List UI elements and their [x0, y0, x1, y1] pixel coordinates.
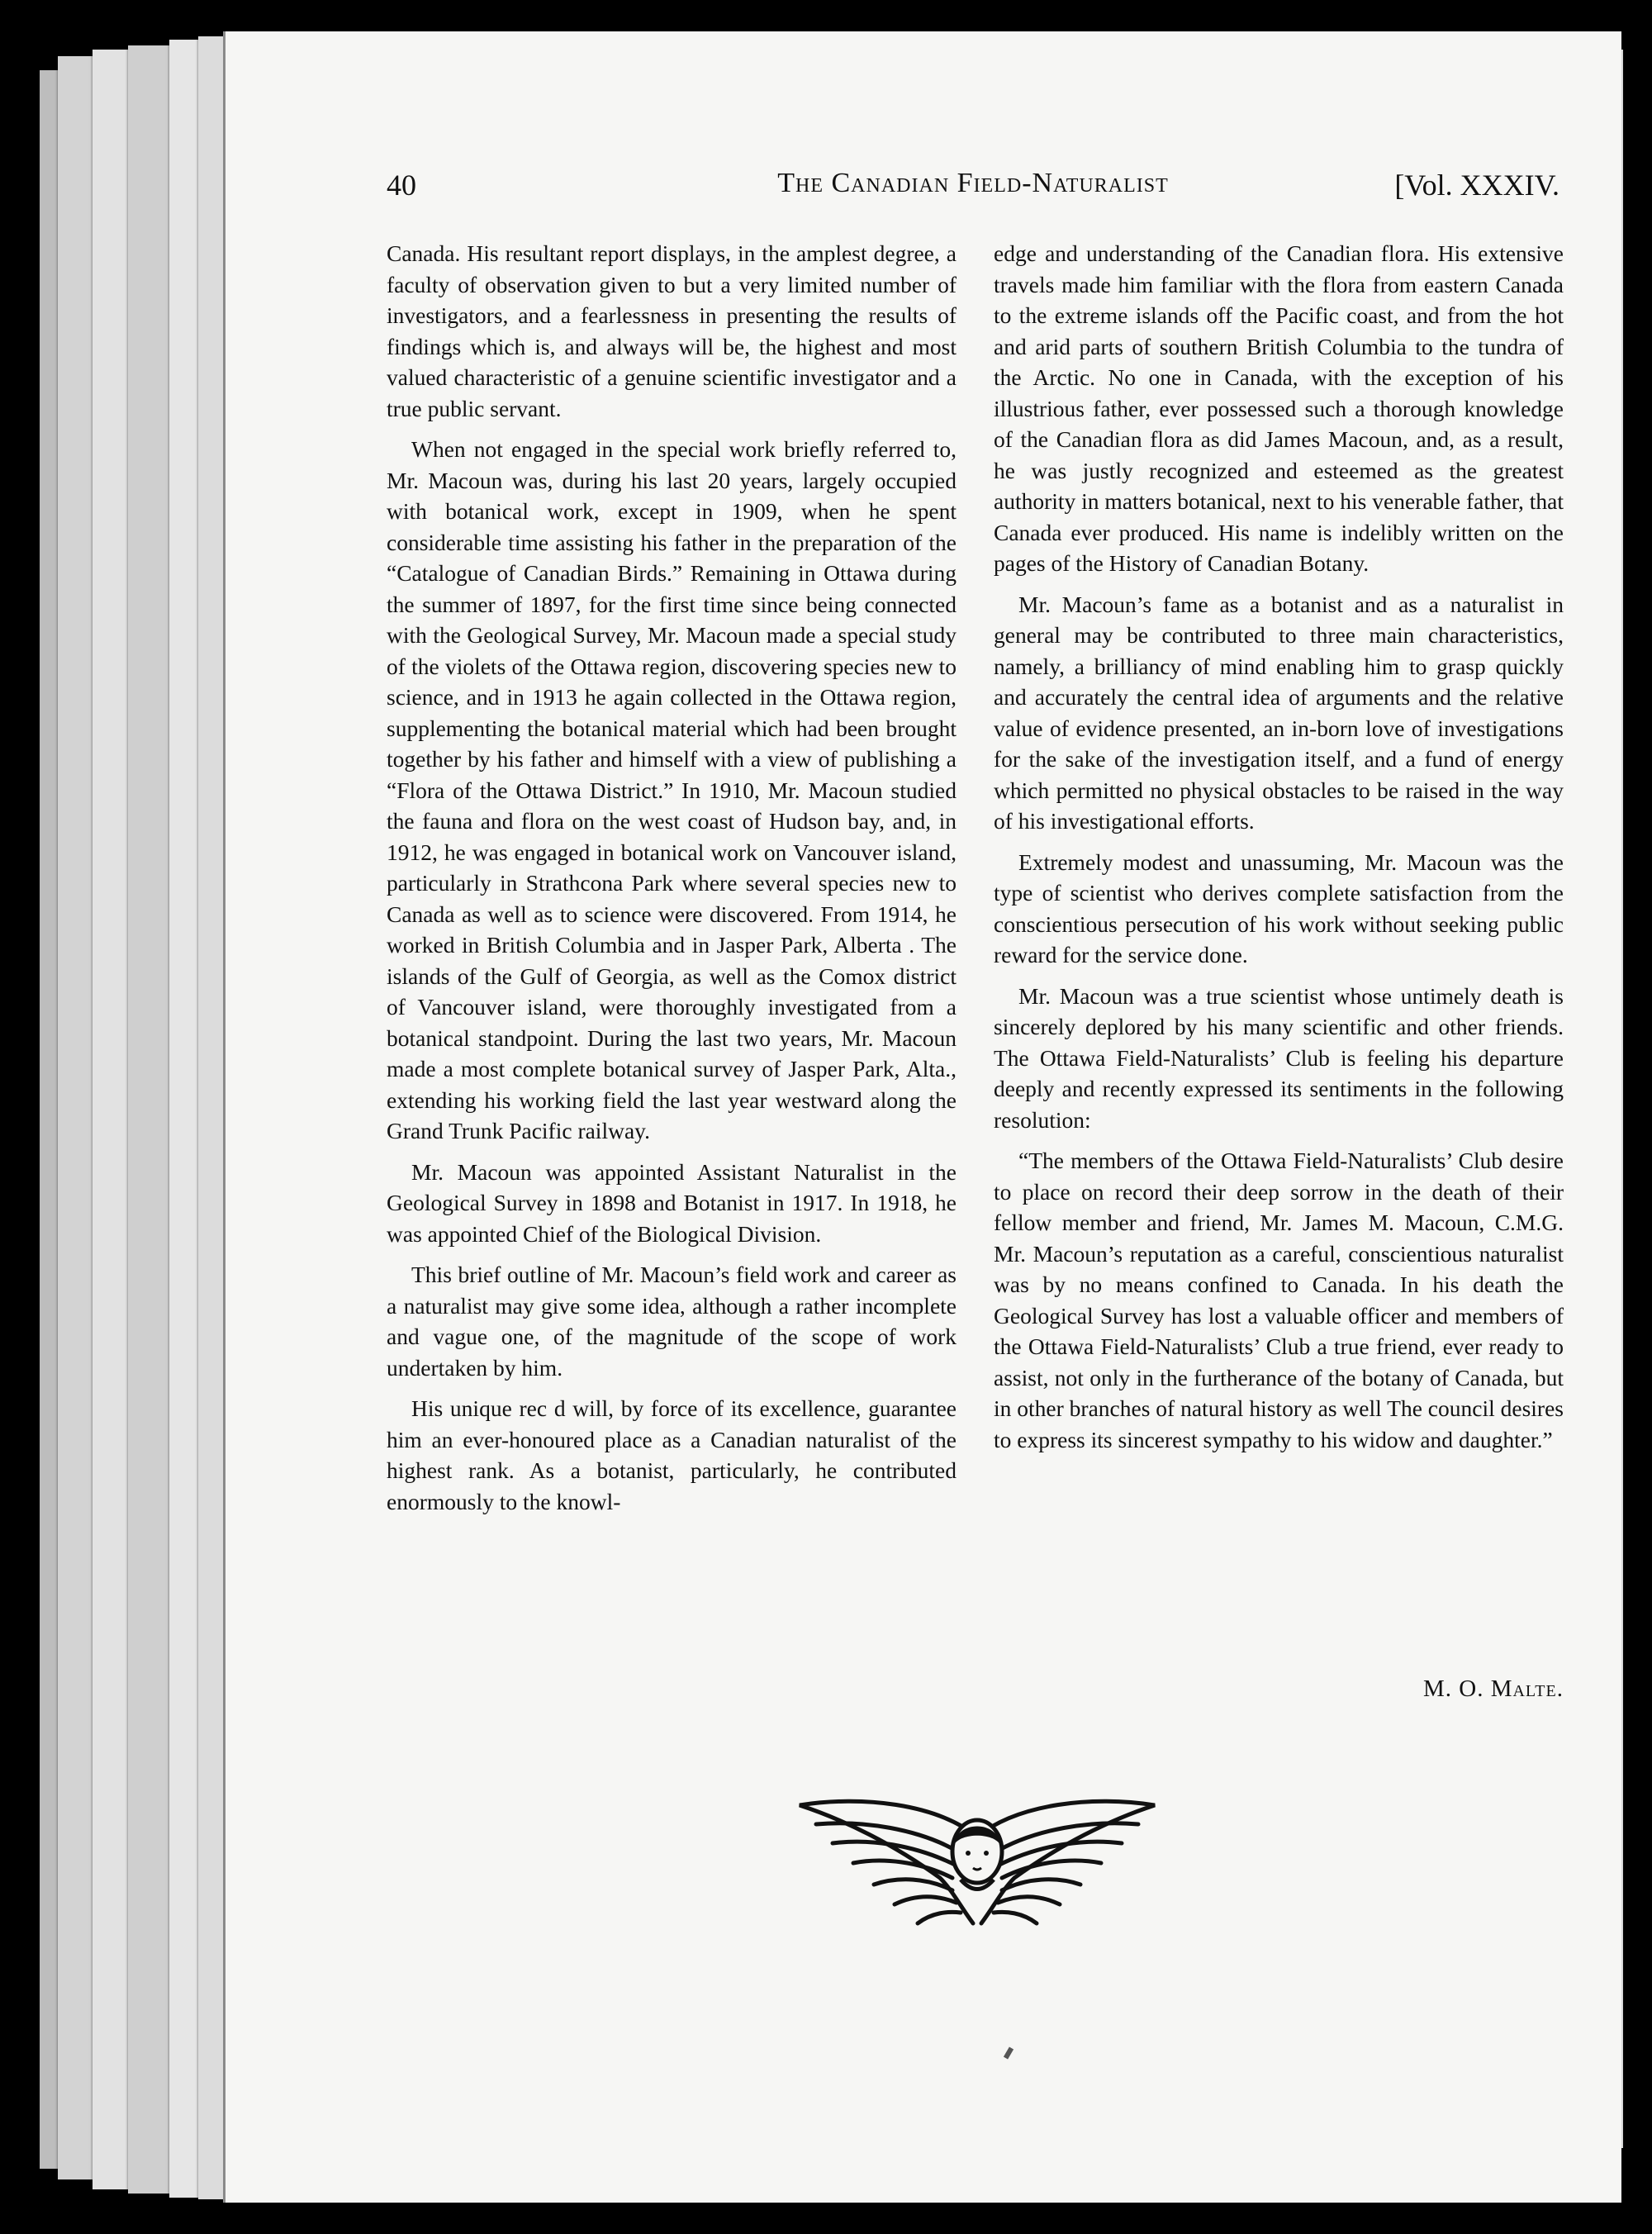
- left-column: [387, 238, 957, 1527]
- paragraph: Mr. Macoun was a true scientist whose untimely death is sincerely deplored by his many scientific and other friends. The Ottawa Field-Naturalists’ Club is feeling his departure deeply and recently expressed its sentiments in the following resolution:: [994, 982, 1564, 1133]
- right-column: [994, 238, 1564, 1465]
- paragraph: edge and understanding of the Canadian flora. His extensive travels made him familiar with the flora from eastern Canada to the extreme islands off the Pacific coast, and from the hot and arid parts of southern British Columbia to the tundra of the Arctic. No one in Canada, with the exception of his illustrious father, ever possessed such a thorough knowledge of the Canadian flora as did James Macoun, and, as a result, he was justly recognized and esteemed as the greatest authority in matters botanical, next to his venerable father, that Canada ever produced. His name is indelibly written on the pages of the History of Canadian Botany.: [994, 240, 1564, 576]
- volume-label: [Vol. XXXIV.: [1394, 169, 1559, 202]
- paragraph: Extremely modest and unassuming, Mr. Macoun was the type of scientist who derives complete satisfaction from the conscientious persecution of his work without seeking public reward for the service done.: [994, 848, 1564, 967]
- author-signature: M. O. Malte.: [1422, 1676, 1564, 1702]
- page-number: 40: [387, 169, 416, 202]
- paragraph: “The members of the Ottawa Field-Naturalists’ Club desire to place on record their deep sorrow in the death of their fellow member and friend, Mr. James M. Macoun, C.M.G. Mr. Macoun’s reputation as a careful, conscientious naturalist was by no means confined to Canada. In his death the Geological Survey has lost a valuable officer and members of the Ottawa Field-Naturalists’ Club a true friend, ever ready to assist, not only in the furtherance of the botany of Canada, but in other branches of natural history as well The council desires to express its sincerest sympathy to his widow and daughter.”: [994, 1148, 1564, 1452]
- paragraph: This brief outline of Mr. Macoun’s field work and career as a naturalist may give some idea, although a rather incomplete and vague one, of the magnitude of the scope of work undertaken by him.: [387, 1262, 957, 1381]
- winged-head-ornament-icon: [795, 1787, 1159, 1944]
- paragraph: Mr. Macoun’s fame as a botanist and as a naturalist in general may be contributed to three main characteristics, namely, a brilliancy of mind enabling him to grasp quickly and accurately the central idea of arguments and the relative value of evidence presented, an in-born love of investigations for the sake of the investigation itself, and a fund of energy which permitted no physical obstacles to be raised in the way of his investigational efforts.: [994, 591, 1564, 834]
- paragraph: His unique rec d will, by force of its excellence, guarantee him an ever-honoured place as a Canadian naturalist of the highest rank. As a botanist, particularly, he contributed enormously to the knowl-: [387, 1395, 957, 1514]
- paragraph: Canada. His resultant report displays, in the amplest degree, a faculty of observation given to but a very limited number of investigators, and a fearlessness in presenting the results of findings which is, and always will be, the highest and most valued characteristic of a genuine scientific investigator and a true public servant.: [387, 240, 957, 421]
- journal-title: The Canadian Field-Naturalist: [777, 168, 1169, 198]
- paragraph: When not engaged in the special work briefly referred to, Mr. Macoun was, during his last 20 years, largely occupied with botanical work, except in 1909, when he spent considerable time assisting his father in the preparation of the “Catalogue of Canadian Birds.” Remaining in Ottawa during the summer of 1897, for the first time since being connected with the Geological Survey, Mr. Macoun made a special study of the violets of the Ottawa region, discovering species new to science, and in 1913 he again collected in the Ottawa region, supplementing the botanical material which had been brought together by his father and himself with a view of publishing a “Flora of the Ottawa District.” In 1910, Mr. Macoun studied the fauna and flora on the west coast of Hudson bay, and, in 1912, he was engaged in botanical work on Vancouver island, particularly in Strathcona Park where several species new to Canada as well as to science were discovered. From 1914, he worked in British Columbia and in Jasper Park, Alberta . The islands of the Gulf of Georgia, as well as the Comox district of Vancouver island, were thoroughly investigated from a botanical standpoint. During the last two years, Mr. Macoun made a most complete botanical survey of Jasper Park, Alta., extending his working field the last year westward along the Grand Trunk Pacific railway.: [387, 436, 957, 1143]
- paragraph: Mr. Macoun was appointed Assistant Naturalist in the Geological Survey in 1898 and Botanist in 1917. In 1918, he was appointed Chief of the Biological Division.: [387, 1158, 957, 1247]
- document-page: [223, 31, 1621, 2203]
- running-header: [387, 168, 1559, 217]
- scan-speck: [1004, 2046, 1014, 2059]
